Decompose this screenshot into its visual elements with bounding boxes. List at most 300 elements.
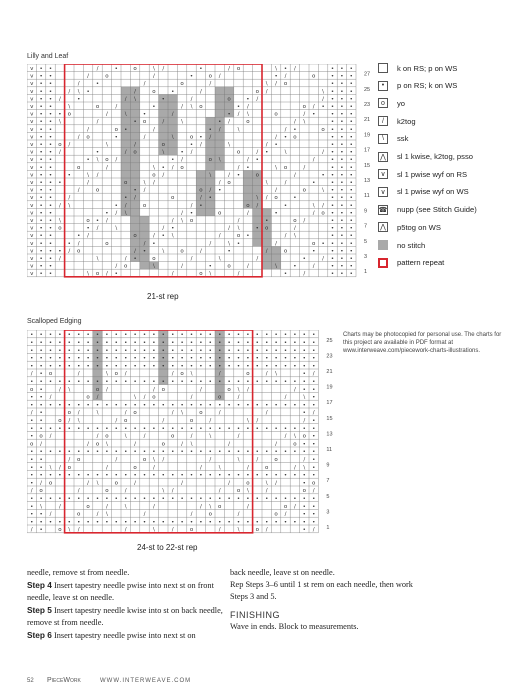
stitch-symbol: •	[48, 66, 53, 72]
stitch-symbol: /	[228, 480, 231, 487]
stitch-symbol: •	[349, 81, 353, 88]
stitch-symbol: /	[190, 511, 193, 518]
stitch-symbol: \	[265, 480, 268, 487]
stitch-symbol: /	[228, 225, 231, 232]
stitch-symbol: v	[30, 81, 34, 88]
stitch-symbol: •	[77, 340, 81, 346]
stitch-symbol: •	[114, 363, 118, 370]
stitch-symbol: /	[284, 511, 287, 518]
stitch-symbol: •	[236, 363, 241, 370]
stitch-symbol: v	[30, 248, 34, 255]
stitch-symbol: •	[133, 119, 137, 126]
stitch-symbol: /	[134, 142, 137, 148]
stitch-symbol: •	[340, 225, 344, 232]
stitch-symbol: /	[190, 394, 193, 401]
stitch-symbol: •	[302, 332, 306, 339]
stitch-symbol: o	[180, 81, 184, 88]
stitch-symbol: •	[340, 248, 344, 255]
stitch-symbol: \	[68, 202, 71, 209]
legend-text: ssk	[397, 134, 409, 144]
stitch-symbol: /	[265, 142, 268, 148]
stitch-symbol: /	[303, 164, 306, 171]
text-line: Rep Steps 3–6 until 1 st rem on each needle, then work Steps 3 and 5.	[230, 580, 413, 601]
stitch-symbol: /	[124, 96, 127, 103]
stitch-symbol: •	[30, 472, 34, 479]
stitch-symbol: •	[302, 472, 306, 479]
stitch-symbol: •	[152, 355, 156, 362]
stitch-symbol: •	[58, 379, 62, 385]
stitch-symbol: /	[162, 225, 165, 232]
stitch-symbol: /	[322, 96, 325, 103]
stitch-symbol: /	[218, 488, 221, 495]
stitch-symbol: •	[349, 73, 353, 80]
legend-item	[378, 79, 457, 93]
stitch-symbol: \	[68, 104, 71, 110]
row-number: 11	[364, 193, 370, 200]
stitch-symbol: \	[181, 119, 184, 126]
stitch-symbol: •	[48, 263, 53, 270]
stitch-symbol: •	[77, 472, 81, 479]
stitch-symbol: •	[95, 425, 100, 432]
stitch-symbol: •	[283, 202, 288, 209]
stitch-symbol: •	[30, 347, 34, 354]
row-number: 25	[364, 86, 371, 93]
stitch-symbol: •	[105, 355, 109, 362]
stitch-symbol: \	[237, 457, 240, 463]
stitch-symbol: •	[189, 142, 194, 148]
stitch-symbol: •	[199, 363, 203, 370]
stitch-symbol: •	[265, 355, 269, 362]
stitch-symbol: /	[87, 441, 90, 448]
stitch-symbol: •	[293, 402, 297, 409]
stitch-symbol: \	[322, 88, 325, 95]
stitch-symbol: •	[48, 180, 53, 186]
stitch-symbol: /	[293, 225, 296, 232]
stitch-symbol: •	[30, 340, 34, 346]
stitch-symbol: /	[115, 210, 118, 217]
stitch-symbol: •	[312, 425, 316, 432]
stitch-symbol: •	[283, 402, 288, 409]
stitch-symbol: o	[133, 464, 137, 471]
stitch-symbol: •	[48, 210, 53, 217]
stitch-symbol: /	[284, 126, 287, 133]
stitch-symbol: •	[133, 449, 137, 456]
stitch-symbol: •	[58, 496, 62, 502]
stitch-symbol: /	[190, 202, 193, 209]
stitch-symbol: /	[275, 134, 278, 141]
stitch-symbol: o	[255, 172, 259, 179]
stitch-symbol: o	[58, 142, 62, 148]
stitch-symbol: •	[330, 126, 335, 133]
stitch-symbol: •	[161, 340, 165, 346]
stitch-symbol: /	[209, 240, 212, 247]
stitch-symbol: /	[256, 418, 259, 424]
stitch-symbol: •	[293, 363, 297, 370]
stitch-symbol: /	[312, 104, 315, 110]
stitch-symbol: •	[274, 210, 278, 217]
stitch-symbol: •	[199, 472, 203, 479]
stitch-symbol: •	[105, 472, 109, 479]
stitch-symbol: •	[77, 496, 81, 502]
stitch-symbol: •	[77, 402, 81, 409]
stitch-symbol: /	[115, 457, 118, 463]
stitch-symbol: /	[284, 433, 287, 440]
stitch-symbol: •	[180, 149, 184, 156]
stitch-symbol: •	[30, 402, 34, 409]
stitch-symbol: /	[228, 172, 231, 179]
stitch-symbol: •	[133, 472, 137, 479]
stitch-symbol: •	[312, 248, 316, 255]
stitch-symbol: •	[330, 157, 335, 164]
stitch-symbol: o	[133, 410, 137, 417]
stitch-symbol: •	[30, 519, 34, 526]
stitch-symbol: o	[199, 104, 203, 110]
stitch-symbol: /	[30, 410, 33, 417]
stitch-symbol: •	[39, 449, 43, 456]
stitch-symbol: \	[190, 104, 193, 110]
stitch-symbol: •	[105, 425, 109, 432]
stitch-symbol: •	[274, 425, 278, 432]
stitch-symbol: o	[218, 210, 222, 217]
stitch-symbol: v	[30, 195, 34, 202]
stitch-symbol: •	[114, 402, 118, 409]
stitch-symbol: /	[143, 187, 146, 194]
stitch-symbol: •	[39, 81, 43, 88]
stitch-symbol: •	[67, 472, 71, 479]
stitch-symbol: •	[330, 96, 335, 103]
stitch-symbol: •	[189, 472, 194, 479]
stitch-symbol: /	[199, 464, 202, 471]
legend-text: no stitch	[397, 240, 426, 250]
stitch-symbol: •	[95, 449, 100, 456]
stitch-symbol: /	[143, 511, 146, 518]
stitch-symbol: /	[199, 195, 202, 202]
stitch-symbol: •	[152, 340, 156, 346]
stitch-symbol: •	[349, 240, 353, 247]
stitch-symbol: /	[265, 488, 268, 495]
stitch-symbol: •	[39, 418, 43, 424]
stitch-symbol: \	[87, 271, 90, 278]
stitch-symbol: •	[340, 142, 344, 148]
stitch-symbol: •	[302, 441, 306, 448]
stitch-symbol: /	[152, 233, 155, 240]
stitch-symbol: •	[95, 402, 100, 409]
stitch-symbol: o	[152, 88, 156, 95]
stitch-symbol: /	[77, 187, 80, 194]
stitch-symbol: •	[302, 340, 306, 346]
stitch-symbol: /	[228, 66, 231, 72]
stitch-symbol: •	[124, 379, 128, 385]
stitch-symbol: •	[236, 449, 241, 456]
stitch-symbol: •	[86, 355, 90, 362]
step-5-text: Insert tapestry needle kwise into st on back needle, remove st from needle.	[27, 606, 223, 627]
stitch-symbol: •	[67, 449, 71, 456]
lilly-leaf-chart	[27, 64, 377, 286]
stitch-symbol: o	[283, 164, 288, 171]
row-number: 19	[326, 384, 333, 391]
stitch-symbol: \	[218, 157, 221, 164]
stitch-symbol: /	[105, 503, 108, 510]
stitch-symbol: /	[77, 371, 80, 378]
legend-text: k on RS; p on WS	[397, 63, 458, 73]
legend-item	[378, 61, 457, 75]
stitch-symbol: •	[293, 263, 297, 270]
row-number: 9	[364, 208, 368, 215]
stitch-symbol: •	[189, 332, 194, 339]
stitch-symbol: •	[30, 433, 34, 440]
stitch-symbol: /	[199, 88, 202, 95]
stitch-symbol: •	[302, 355, 306, 362]
stitch-symbol: •	[39, 340, 43, 346]
stitch-symbol: /	[322, 202, 325, 209]
stitch-symbol: /	[40, 441, 43, 448]
stitch-symbol: •	[133, 363, 137, 370]
stitch-symbol: •	[274, 402, 278, 409]
row-number: 1	[364, 269, 368, 276]
stitch-symbol: •	[39, 347, 43, 354]
stitch-symbol: •	[171, 332, 175, 339]
stitch-symbol: •	[340, 119, 344, 126]
stitch-symbol: \	[143, 180, 146, 186]
step-6	[27, 629, 227, 642]
stitch-symbol: •	[302, 402, 306, 409]
stitch-symbol: •	[180, 332, 184, 339]
row-number: 7	[326, 478, 330, 485]
stitch-symbol: •	[39, 511, 43, 518]
stitch-symbol: /	[256, 256, 259, 262]
stitch-symbol: •	[208, 425, 212, 432]
stitch-symbol: /	[68, 418, 71, 424]
stitch-symbol: o	[321, 210, 325, 217]
stitch-symbol: •	[95, 363, 100, 370]
row-number: 19	[364, 132, 371, 139]
stitch-symbol: •	[208, 340, 212, 346]
stitch-symbol: o	[77, 511, 81, 518]
stitch-symbol: •	[302, 511, 306, 518]
row-number: 23	[326, 353, 333, 360]
footer-url: WWW.INTERWEAVE.COM	[100, 678, 192, 684]
stitch-symbol: •	[340, 210, 344, 217]
stitch-symbol: •	[171, 425, 175, 432]
stitch-symbol: •	[302, 503, 306, 510]
stitch-symbol: •	[133, 379, 137, 385]
stitch-symbol: •	[114, 271, 118, 278]
stitch-symbol: o	[227, 96, 231, 103]
instructions-right-column	[230, 567, 430, 603]
stitch-symbol: v	[30, 164, 34, 171]
slash-left-icon: \	[378, 134, 388, 144]
stitch-symbol: •	[48, 81, 53, 88]
stitch-symbol: •	[142, 472, 147, 479]
stitch-symbol: •	[208, 519, 212, 526]
stitch-symbol: /	[237, 164, 240, 171]
stitch-symbol: •	[39, 66, 43, 72]
stitch-symbol: •	[39, 402, 43, 409]
stitch-symbol: •	[39, 271, 43, 278]
stitch-symbol: •	[48, 104, 53, 110]
stitch-symbol: o	[161, 142, 165, 148]
stitch-symbol: /	[115, 418, 118, 424]
stitch-symbol: •	[142, 248, 147, 255]
row-number: 9	[326, 462, 330, 469]
caret-dot-icon: ⋀	[378, 222, 388, 232]
stitch-symbol: •	[39, 527, 43, 534]
stitch-symbol: •	[39, 386, 43, 393]
legend-text: yo	[397, 98, 406, 108]
stitch-symbol: •	[86, 340, 90, 346]
stitch-symbol: o	[302, 433, 306, 440]
stitch-symbol: •	[312, 379, 316, 385]
stitch-symbol: •	[161, 402, 165, 409]
stitch-symbol: •	[124, 496, 128, 502]
stitch-symbol: •	[246, 164, 250, 171]
stitch-symbol: •	[227, 402, 231, 409]
stitch-symbol: /	[218, 126, 221, 133]
stitch-symbol: •	[180, 519, 184, 526]
stitch-symbol: •	[265, 340, 269, 346]
stitch-symbol: •	[321, 104, 325, 110]
stitch-symbol: •	[302, 371, 306, 378]
stitch-symbol: •	[58, 248, 62, 255]
caret-icon: ⋀	[378, 152, 388, 162]
stitch-symbol: •	[312, 363, 316, 370]
stitch-symbol: \	[246, 111, 249, 118]
stitch-symbol: /	[152, 180, 155, 186]
stitch-symbol: •	[246, 340, 250, 346]
stitch-symbol: \	[209, 271, 212, 278]
stitch-symbol: \	[293, 433, 296, 440]
stitch-symbol: •	[312, 111, 316, 118]
stitch-symbol: /	[237, 111, 240, 118]
stitch-symbol: o	[105, 73, 109, 80]
finishing-heading: FINISHING	[230, 610, 281, 620]
stitch-symbol: •	[39, 142, 43, 148]
stitch-symbol: •	[152, 363, 156, 370]
stitch-symbol: •	[142, 379, 147, 385]
stitch-symbol: o	[77, 164, 81, 171]
stitch-symbol: •	[283, 379, 288, 385]
stitch-symbol: •	[30, 457, 34, 463]
stitch-symbol: •	[199, 519, 203, 526]
stitch-symbol: /	[105, 218, 108, 224]
stitch-symbol: •	[39, 172, 43, 179]
stitch-symbol: o	[236, 233, 241, 240]
stitch-symbol: /	[171, 164, 174, 171]
stitch-symbol: •	[246, 96, 250, 103]
stitch-symbol: •	[330, 256, 335, 262]
stitch-symbol: •	[39, 149, 43, 156]
stitch-symbol: o	[293, 441, 297, 448]
stitch-symbol: •	[340, 271, 344, 278]
stitch-symbol: •	[330, 119, 335, 126]
stitch-symbol: •	[48, 164, 53, 171]
stitch-symbol: o	[274, 457, 278, 463]
stitch-symbol: •	[48, 96, 53, 103]
stitch-symbol: \	[275, 66, 278, 72]
stitch-symbol: \	[303, 119, 306, 126]
stitch-symbol: •	[255, 332, 259, 339]
stitch-symbol: •	[58, 347, 62, 354]
stitch-symbol: /	[58, 96, 61, 103]
stitch-symbol: •	[48, 472, 53, 479]
stitch-symbol: /	[171, 488, 174, 495]
stitch-symbol: •	[142, 355, 147, 362]
stitch-symbol: •	[48, 425, 53, 432]
stitch-symbol: •	[58, 402, 62, 409]
stitch-symbol: •	[133, 340, 137, 346]
stitch-symbol: •	[39, 256, 43, 262]
stitch-symbol: /	[181, 480, 184, 487]
stitch-symbol: /	[303, 457, 306, 463]
stitch-symbol: •	[58, 180, 62, 186]
stitch-symbol: v	[30, 157, 34, 164]
photocopy-note: Charts may be photocopied for personal use. The charts for this project are available in PDF format at www.interweave.com/piecework-charts-illustrations.	[343, 332, 502, 354]
legend-text: sl 1 pwise wyf on RS	[397, 169, 468, 179]
stitch-symbol: •	[293, 379, 297, 385]
stitch-symbol: •	[208, 363, 212, 370]
stitch-symbol: •	[77, 332, 81, 339]
stitch-symbol: •	[265, 363, 269, 370]
stitch-symbol: o	[124, 180, 128, 186]
stitch-symbol: \	[96, 157, 99, 164]
stitch-symbol: •	[39, 233, 43, 240]
stitch-symbol: /	[303, 111, 306, 118]
stitch-symbol: •	[180, 402, 184, 409]
stitch-symbol: \	[218, 464, 221, 471]
stitch-symbol: \	[246, 418, 249, 424]
stitch-symbol: •	[340, 104, 344, 110]
stitch-symbol: •	[48, 379, 53, 385]
row-number: 5	[326, 493, 330, 500]
stitch-symbol: •	[152, 104, 156, 110]
stitch-symbol: v	[30, 240, 34, 247]
stitch-symbol: o	[180, 371, 184, 378]
stitch-symbol: •	[293, 449, 297, 456]
stitch-symbol: v	[30, 88, 34, 95]
stitch-symbol: /	[171, 371, 174, 378]
stitch-symbol: /	[181, 104, 184, 110]
stitch-symbol: •	[293, 496, 297, 502]
stitch-symbol: •	[161, 332, 165, 339]
stitch-symbol: o	[265, 225, 269, 232]
stitch-symbol: /	[68, 142, 71, 148]
stitch-symbol: •	[86, 472, 90, 479]
stitch-symbol: o	[48, 371, 53, 378]
stitch-symbol: v	[30, 180, 34, 186]
stitch-symbol: •	[236, 347, 241, 354]
stitch-symbol: •	[171, 363, 175, 370]
stitch-symbol: •	[255, 347, 259, 354]
stitch-symbol: •	[171, 347, 175, 354]
stitch-symbol: •	[265, 425, 269, 432]
stitch-symbol: •	[152, 472, 156, 479]
stitch-symbol: •	[274, 449, 278, 456]
stitch-symbol: •	[312, 386, 316, 393]
stitch-symbol: •	[142, 340, 147, 346]
stitch-symbol: \	[96, 410, 99, 417]
stitch-symbol: •	[340, 202, 344, 209]
stitch-symbol: /	[105, 164, 108, 171]
stitch-symbol: •	[255, 449, 259, 456]
stitch-symbol: •	[265, 218, 269, 224]
stitch-symbol: •	[48, 187, 53, 194]
stitch-symbol: v	[30, 134, 34, 141]
stitch-symbol: •	[274, 472, 278, 479]
stitch-symbol: •	[95, 340, 100, 346]
stitch-symbol: /	[284, 394, 287, 401]
stitch-symbol: \	[152, 457, 155, 463]
stitch-symbol: •	[236, 340, 241, 346]
